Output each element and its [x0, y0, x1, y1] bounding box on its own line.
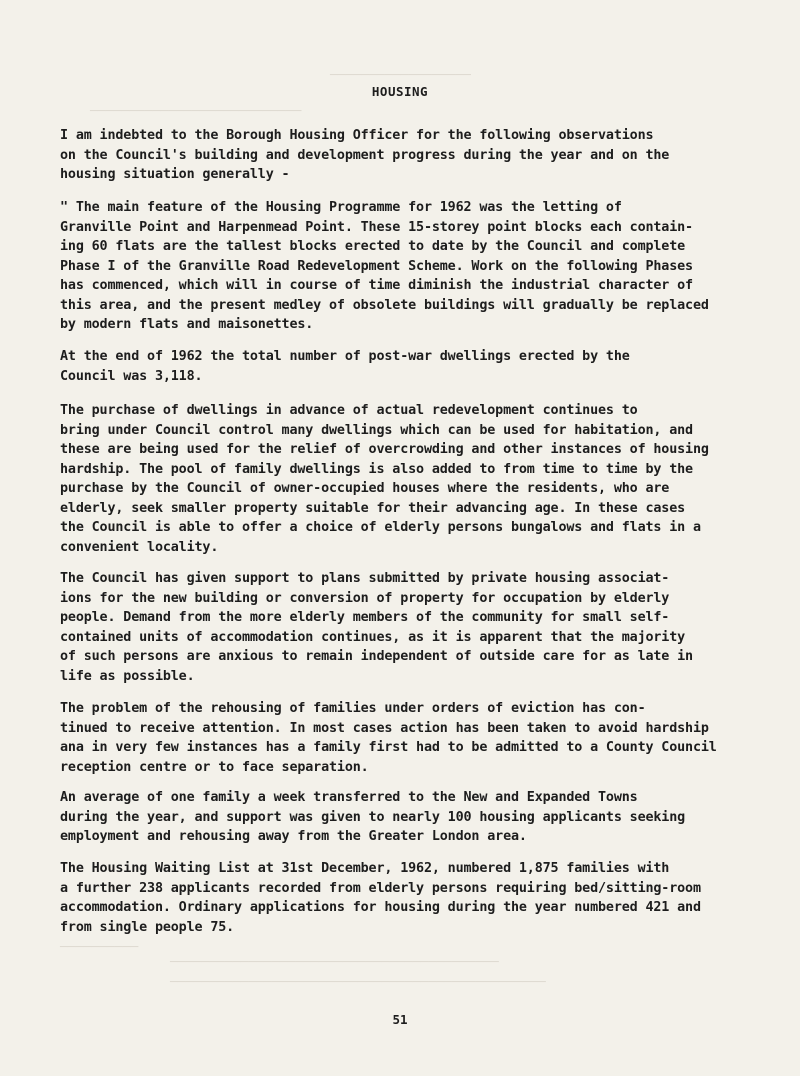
paragraph-waiting-list: The Housing Waiting List at 31st December, 1962, numbered 1,875 families with a further 238 applicants recorded from elderly persons requiring bed/sitting-room accommodation. Ordinary applications for housing during the year numbered 421 and from single people 75. [60, 861, 701, 935]
paragraph-housing-associations: The Council has given support to plans submitted by private housing associat- ions for the new building or conversion of property for occupation by elderly people. Demand from the more elderly members of the community for small self- contained units of accommodation continues, as it is apparent that the majority of such persons are anxious to remain independent of outside care for as late in life as possible. [60, 571, 693, 684]
paragraph-purchase-of-dwellings: The purchase of dwellings in advance of actual redevelopment continues to bring under Council control many dwellings which can be used for habitation, and these are being used for the relief of overcrowding and other instances of housing hardship. The pool of family dwellings is also added to from time to time by the purchase by the Council of owner-occupied houses where the residents, who are elderly, seek smaller property suitable for their advancing age. In these cases the Council is able to offer a choice of elderly persons bungalows and flats in a convenient locality. [60, 403, 709, 555]
bleed-through-mark: ────────────────── [330, 68, 471, 83]
paragraph-new-towns: An average of one family a week transferred to the New and Expanded Towns during the year, and support was given to nearly 100 housing applicants seeking employment and rehousing away from the Greater London area. [60, 790, 686, 844]
paragraph-eviction-rehousing: The problem of the rehousing of families under orders of eviction has con- tinued to receive attention. In most cases action has been taken to avoid hardship ana in very few instances has a family first had to be admitted to a County Council reception centre or to face separation. [60, 701, 717, 775]
paragraph-post-war-dwellings: At the end of 1962 the total number of post-war dwellings erected by the Council was 3,118. [60, 349, 630, 384]
paragraph-introduction: I am indebted to the Borough Housing Officer for the following observations on the Council's building and development progress during the year and on the housing situation generally - [60, 128, 670, 182]
bleed-through-mark: ─────────────────────────── [90, 104, 302, 119]
bleed-through-mark: ──────────────────────────────────────────────── [170, 975, 546, 990]
bleed-through-mark: ────────── [60, 940, 139, 955]
page-number: 51 [392, 1012, 408, 1027]
page-title: HOUSING [371, 84, 429, 99]
paragraph-housing-programme: " The main feature of the Housing Programme for 1962 was the letting of Granville Point and Harpenmead Point. These 15-storey point blocks each contain- ing 60 flats are the tallest blocks erected to date by the Council and complete Phase I of the Granville Road Redevelopment Scheme. Work on the following Phases has commenced, which will in course of time diminish the industrial character of this area, and the present medley of obsolete buildings will gradually be replaced by modern flats and maisonettes. [60, 200, 709, 332]
bleed-through-mark: ────────────────────────────────────────── [170, 955, 499, 970]
